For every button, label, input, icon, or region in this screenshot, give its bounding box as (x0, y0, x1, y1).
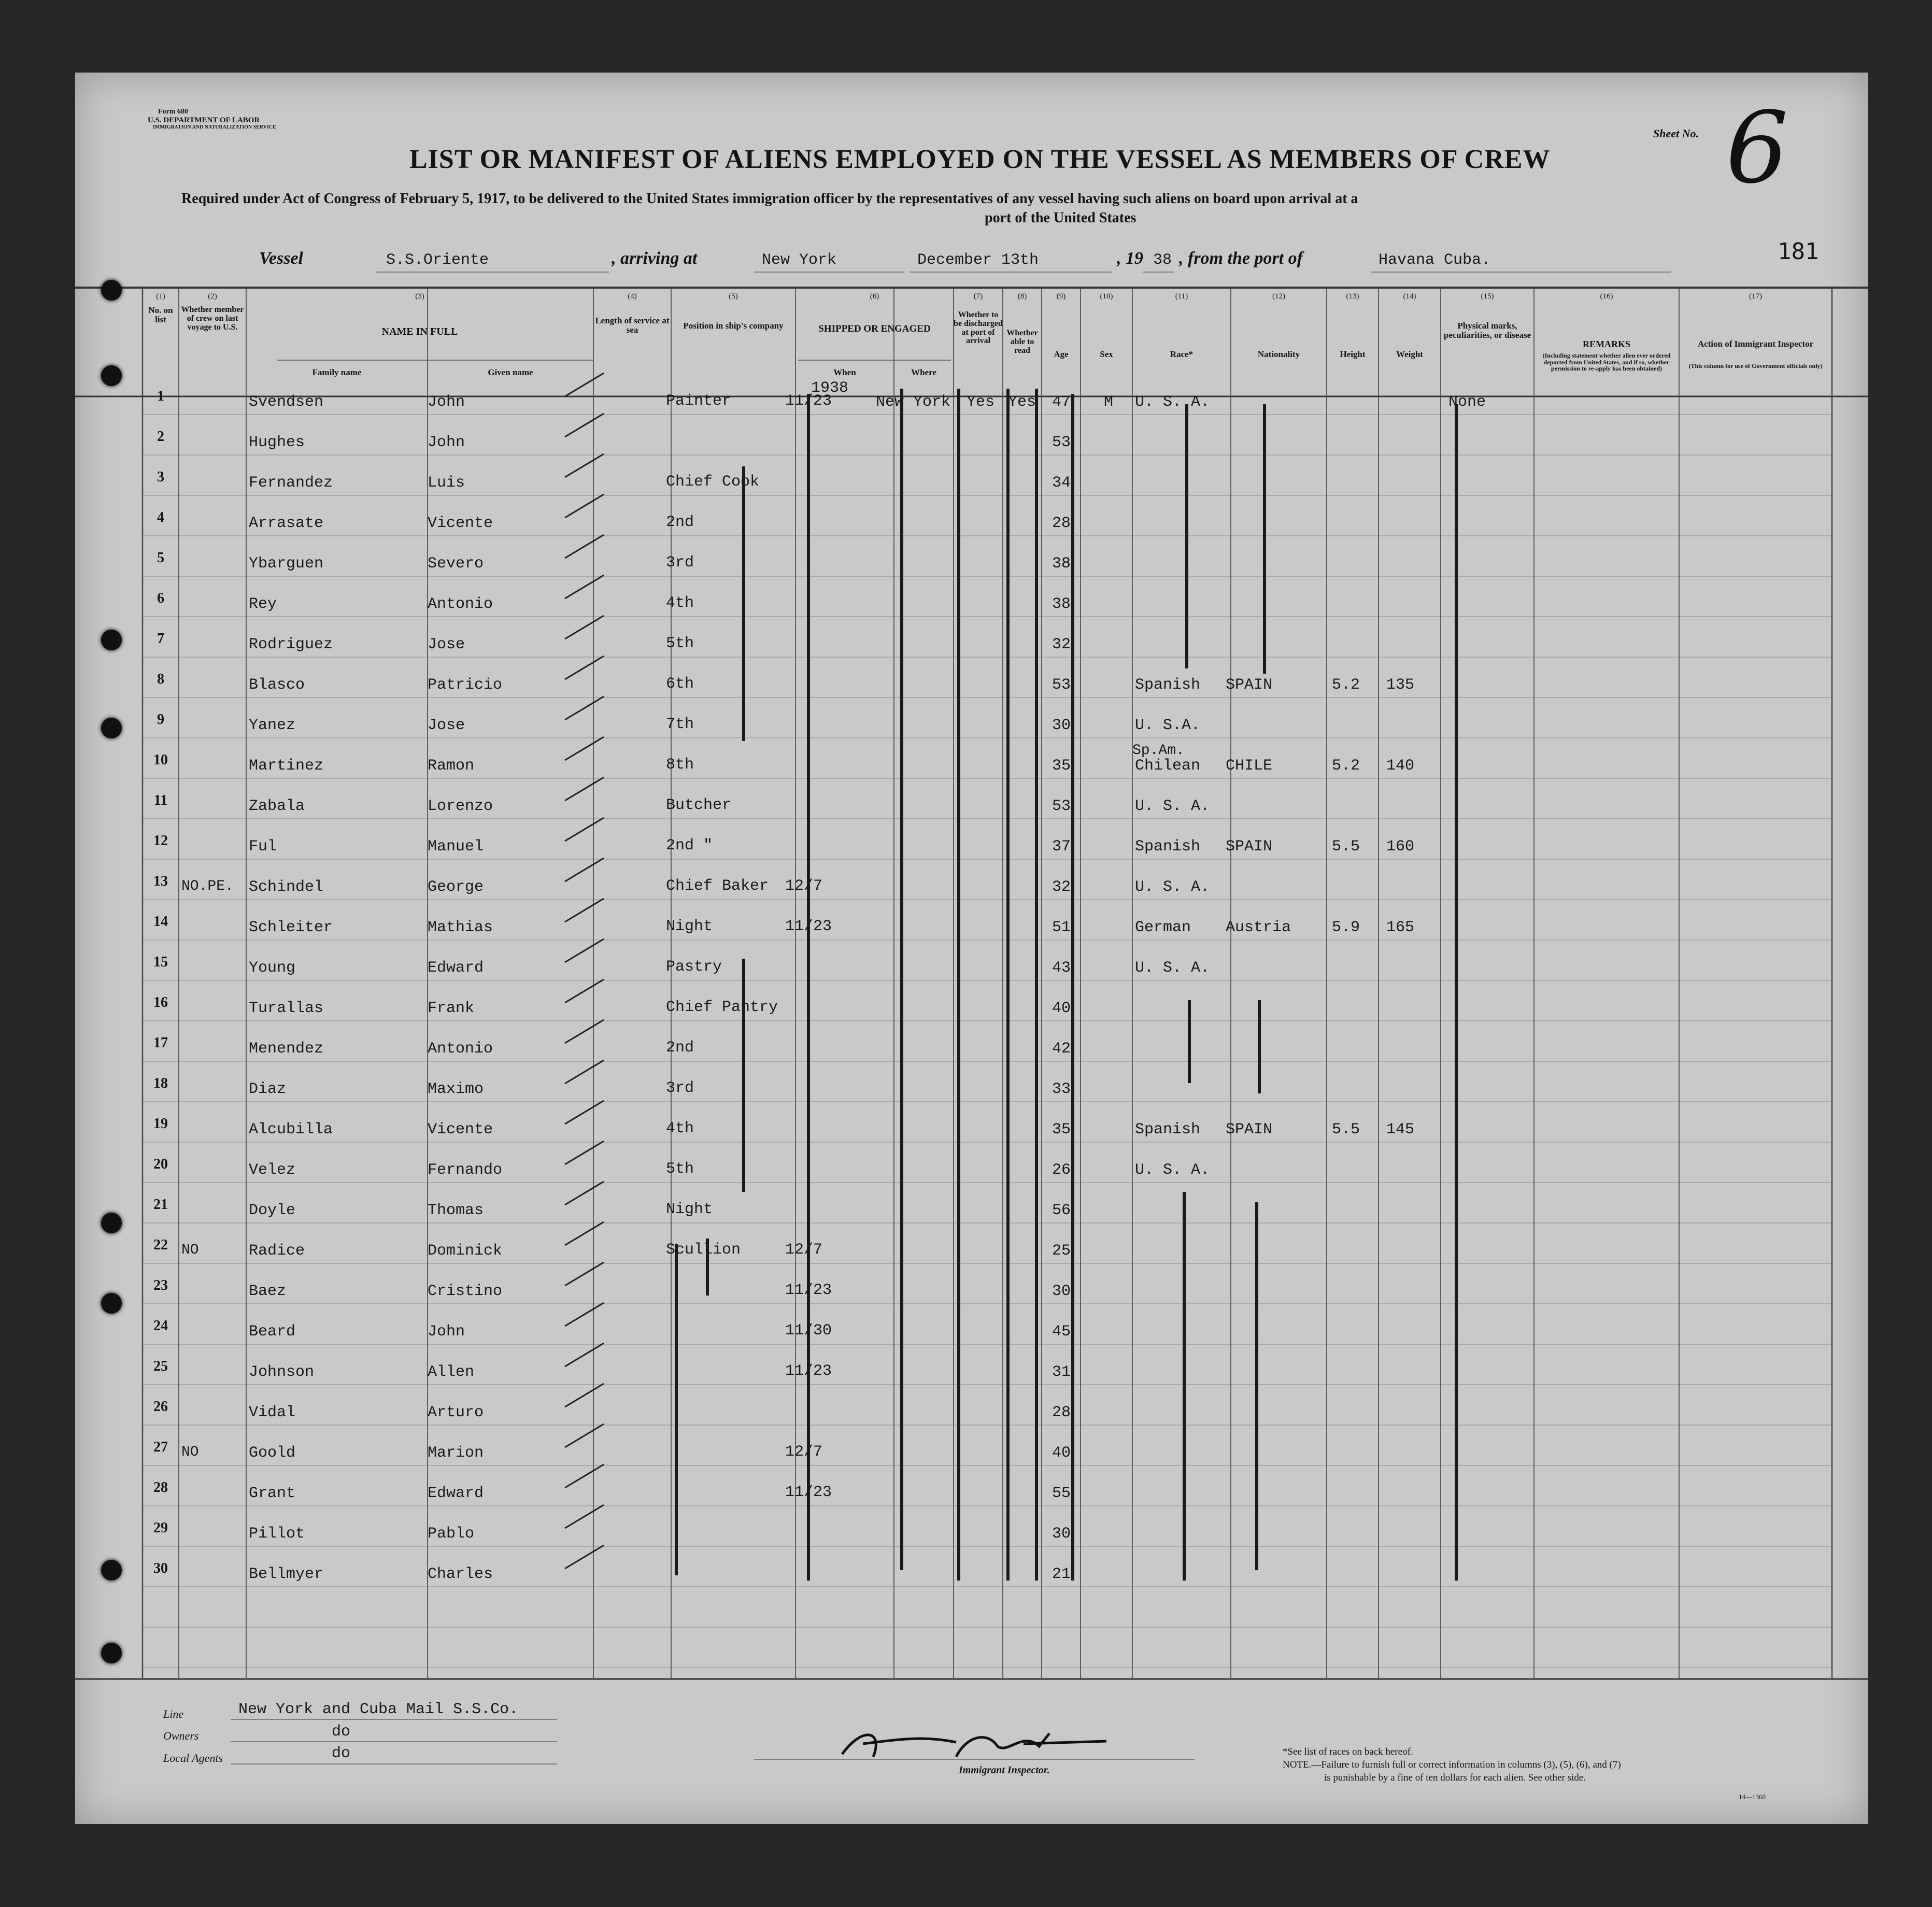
shipped-when-cell: 11/23 (785, 918, 832, 935)
age-cell: 33 (1052, 1080, 1071, 1098)
shipped-when-cell: 12/7 (785, 877, 823, 895)
shipped-when-cell: 12/7 (785, 1443, 823, 1461)
row-number: 6 (157, 590, 164, 606)
col1-number: (1) (156, 292, 165, 301)
col10-number: (10) (1100, 292, 1113, 301)
age-cell: 37 (1052, 838, 1071, 856)
age-cell: 56 (1052, 1202, 1071, 1219)
row-number: 9 (157, 711, 164, 728)
row-number: 18 (153, 1075, 168, 1091)
given-name-cell: Dominick (428, 1242, 503, 1260)
given-name-cell: Arturo (428, 1404, 484, 1421)
weight-cell: 135 (1386, 676, 1415, 694)
family-name-cell: Beard (249, 1323, 296, 1341)
arriving-port: New York (762, 251, 837, 269)
family-name-cell: Hughes (249, 434, 305, 451)
given-name-cell: George (428, 878, 484, 896)
given-name-cell: Luis (428, 474, 465, 492)
row-number: 26 (153, 1399, 168, 1415)
previous-voyage-cell: NO (181, 1242, 199, 1258)
row-number: 15 (153, 954, 168, 970)
col7-label: Whether to be discharged at port of arrival (954, 310, 1003, 346)
table-row (75, 382, 1868, 422)
col13-number: (13) (1346, 292, 1359, 301)
sheet-number: 6 (1726, 91, 1788, 205)
col3-family-label: Family name (312, 367, 362, 377)
age-cell: 53 (1052, 434, 1071, 451)
col4-label: Length of service at sea (595, 316, 670, 335)
family-name-cell: Schleiter (249, 919, 333, 936)
position-cell: Chief Baker (666, 877, 769, 895)
family-name-cell: Ful (249, 838, 277, 856)
height-cell: 5.5 (1332, 1121, 1360, 1138)
previous-voyage-cell: NO (181, 1444, 199, 1460)
binder-hole (101, 280, 122, 301)
given-name-cell: Manuel (428, 838, 484, 856)
age-cell: 40 (1052, 1000, 1071, 1017)
position-cell: 4th (666, 1120, 694, 1137)
family-name-cell: Goold (249, 1444, 296, 1462)
age-cell: 45 (1052, 1323, 1071, 1341)
line-label: Line (163, 1707, 184, 1720)
given-name-cell: Antonio (428, 1040, 493, 1058)
row-number: 10 (153, 752, 168, 768)
given-name-cell: John (428, 393, 465, 411)
height-cell: 5.9 (1332, 919, 1360, 936)
owners-value: do (332, 1723, 351, 1741)
row-number: 2 (157, 429, 164, 445)
age-cell: 55 (1052, 1485, 1071, 1502)
col12-label: Nationality (1257, 349, 1300, 359)
given-name-cell: Vicente (428, 1121, 493, 1138)
row-number: 5 (157, 550, 164, 566)
owners-label: Owners (163, 1729, 199, 1742)
shipped-when-cell: 11/23 (785, 392, 832, 410)
given-name-cell: Lorenzo (428, 798, 493, 815)
year-prefix: , 19 (1117, 249, 1143, 268)
col8-label: Whether able to read (1006, 329, 1038, 355)
subtitle-line2: port of the United States (985, 210, 1137, 226)
col2-number: (2) (208, 292, 217, 301)
nationality-cell: CHILE (1226, 757, 1273, 775)
form-code: 14—1360 (1739, 1793, 1766, 1801)
table-row (75, 786, 1868, 827)
col17-number: (17) (1749, 292, 1762, 301)
position-cell: 4th (666, 594, 694, 612)
vessel-name: S.S.Oriente (386, 251, 489, 269)
col14-number: (14) (1403, 292, 1416, 301)
family-name-cell: Baez (249, 1283, 287, 1300)
age-cell: 32 (1052, 636, 1071, 653)
col17-label: Action of Immigrant Inspector (1697, 339, 1814, 349)
shipped-when-cell: 11/23 (785, 1282, 832, 1299)
col11-label: Race* (1170, 349, 1194, 359)
binder-hole (101, 1213, 122, 1233)
shipped-when-cell: 11/30 (785, 1322, 832, 1340)
arrival-date: December 13th (917, 251, 1039, 269)
position-cell: 2nd " (666, 837, 713, 855)
row-number: 17 (153, 1035, 168, 1051)
height-cell: 5.2 (1332, 676, 1360, 694)
sheet-label: Sheet No. (1653, 127, 1699, 140)
table-row (75, 544, 1868, 584)
vessel-label: Vessel (259, 249, 303, 268)
form-number: Form 680 (158, 108, 188, 116)
row-number: 3 (157, 469, 164, 485)
family-name-cell: Yanez (249, 717, 296, 734)
weight-cell: 165 (1386, 919, 1415, 936)
col6-label: SHIPPED OR ENGAGED (818, 323, 931, 334)
physical-marks-cell: None (1448, 393, 1486, 411)
table-row (75, 1514, 1868, 1554)
table-row (75, 1312, 1868, 1352)
penalty-note-line1: NOTE.—Failure to furnish full or correct information in columns (3), (5), (6), and (7) (1283, 1759, 1621, 1770)
shipped-when-cell: 11/23 (785, 1484, 832, 1501)
family-name-cell: Bellmyer (249, 1566, 324, 1583)
binder-hole (101, 718, 122, 738)
nationality-cell: SPAIN (1226, 1121, 1273, 1138)
table-row (75, 1473, 1868, 1514)
col14-label: Weight (1396, 349, 1423, 359)
position-cell: 3rd (666, 1079, 694, 1097)
row-number: 1 (157, 388, 164, 404)
row-number: 30 (153, 1560, 168, 1576)
row-number: 20 (153, 1156, 168, 1172)
given-name-cell: Vicente (428, 515, 493, 532)
row-number: 8 (157, 671, 164, 687)
position-cell: 5th (666, 1160, 694, 1178)
row-number: 11 (153, 792, 168, 808)
table-row (75, 1190, 1868, 1231)
age-cell: 34 (1052, 474, 1071, 492)
age-cell: 28 (1052, 1404, 1071, 1421)
table-row (75, 827, 1868, 867)
height-cell: 5.5 (1332, 838, 1360, 856)
family-name-cell: Radice (249, 1242, 305, 1260)
age-cell: 32 (1052, 878, 1071, 896)
age-cell: 26 (1052, 1161, 1071, 1179)
family-name-cell: Zabala (249, 798, 305, 815)
col7-number: (7) (973, 292, 983, 301)
col4-number: (4) (628, 292, 637, 301)
row-number: 19 (153, 1116, 168, 1132)
col2-label: Whether member of crew on last voyage to U.S. (181, 305, 244, 332)
table-row (75, 1392, 1868, 1433)
position-cell: Night (666, 918, 713, 935)
race-cell: U. S.A. (1135, 717, 1201, 734)
position-cell: Chief Cook (666, 473, 760, 491)
position-cell: 3rd (666, 554, 694, 572)
col15-number: (15) (1481, 292, 1494, 301)
table-row (75, 1231, 1868, 1271)
col6-where-label: Where (911, 367, 936, 377)
col3-given-label: Given name (488, 367, 533, 377)
table-row (75, 1271, 1868, 1312)
age-cell: 51 (1052, 919, 1071, 936)
given-name-cell: Thomas (428, 1202, 484, 1219)
binder-hole (101, 630, 122, 650)
table-row (75, 907, 1868, 948)
col16-number: (16) (1600, 292, 1613, 301)
family-name-cell: Svendsen (249, 393, 324, 411)
inspector-label: Immigrant Inspector. (959, 1764, 1050, 1776)
age-cell: 31 (1052, 1363, 1071, 1381)
family-name-cell: Alcubilla (249, 1121, 333, 1138)
race-cell: Chilean (1135, 757, 1201, 775)
age-cell: 30 (1052, 1525, 1071, 1543)
age-cell: 30 (1052, 717, 1071, 734)
age-cell: 21 (1052, 1566, 1071, 1583)
manifest-sheet (75, 73, 1868, 1824)
given-name-cell: Patricio (428, 676, 503, 694)
nationality-cell: SPAIN (1226, 838, 1273, 856)
nationality-cell: SPAIN (1226, 676, 1273, 694)
nationality-cell: Austria (1226, 919, 1291, 936)
row-number: 29 (153, 1520, 168, 1536)
races-note: *See list of races on back hereof. (1283, 1746, 1413, 1757)
col3-number: (3) (415, 292, 424, 301)
age-cell: 28 (1052, 515, 1071, 532)
weight-cell: 145 (1386, 1121, 1415, 1138)
given-name-cell: Maximo (428, 1080, 484, 1098)
given-name-cell: Frank (428, 1000, 475, 1017)
age-cell: 47 (1052, 393, 1071, 411)
given-name-cell: Ramon (428, 757, 475, 775)
table-row (75, 1109, 1868, 1150)
col3-label: NAME IN FULL (381, 326, 458, 337)
sex-cell: M (1104, 393, 1114, 411)
row-number: 13 (153, 873, 168, 889)
given-name-cell: Antonio (428, 595, 493, 613)
position-cell: Butcher (666, 796, 732, 814)
given-name-cell: Cristino (428, 1283, 503, 1300)
table-row (75, 988, 1868, 1029)
row-number: 27 (153, 1439, 168, 1455)
race-cell: U. S. A. (1135, 798, 1210, 815)
given-name-cell: Fernando (428, 1161, 503, 1179)
age-cell: 43 (1052, 959, 1071, 977)
family-name-cell: Velez (249, 1161, 296, 1179)
table-row (75, 624, 1868, 665)
position-cell: 2nd (666, 514, 694, 531)
position-cell: Scullion (666, 1241, 741, 1259)
row-number: 24 (153, 1318, 168, 1334)
service-name: IMMIGRATION AND NATURALIZATION SERVICE (153, 124, 276, 130)
row-number: 22 (153, 1237, 168, 1253)
family-name-cell: Vidal (249, 1404, 296, 1421)
family-name-cell: Schindel (249, 878, 324, 896)
shipped-when-cell: 12/7 (785, 1241, 823, 1259)
col6-when-label: When (833, 367, 856, 377)
given-name-cell: Marion (428, 1444, 484, 1462)
penalty-note-line2: is punishable by a fine of ten dollars for each alien. See other side. (1324, 1772, 1586, 1783)
family-name-cell: Doyle (249, 1202, 296, 1219)
race-cell: German (1135, 919, 1191, 936)
age-cell: 38 (1052, 595, 1071, 613)
binder-hole (101, 365, 122, 386)
row-number: 4 (157, 509, 164, 525)
race-cell: Spanish (1135, 1121, 1201, 1138)
row-number: 12 (153, 833, 168, 849)
given-name-cell: Mathias (428, 919, 493, 936)
subtitle-line1: Required under Act of Congress of February 5, 1917, to be delivered to the United States immigration officer by the representatives of any vessel having such aliens on board upon arrival at a (181, 191, 1358, 207)
race-cell: Spanish (1135, 676, 1201, 694)
table-row (75, 1352, 1868, 1392)
given-name-cell: Severo (428, 555, 484, 573)
age-cell: 35 (1052, 1121, 1071, 1138)
age-cell: 35 (1052, 757, 1071, 775)
row-number: 7 (157, 631, 164, 647)
col16-label: REMARKS (1582, 339, 1630, 349)
col15-label: Physical marks, peculiarities, or disease (1443, 321, 1531, 340)
table-row (75, 743, 1868, 786)
position-cell: 8th (666, 756, 694, 774)
shipped-year: 1938 (811, 379, 849, 397)
table-row (75, 1554, 1868, 1595)
race-cell: U. S. A. (1135, 878, 1210, 896)
table-row (75, 503, 1868, 544)
binder-hole (101, 1560, 122, 1581)
table-row (75, 665, 1868, 705)
col5-label: Position in ship's company (683, 321, 784, 331)
table-row (75, 422, 1868, 463)
weight-cell: 160 (1386, 838, 1415, 856)
inspector-signature (842, 1733, 1106, 1757)
col11-number: (11) (1175, 292, 1188, 301)
row-number: 23 (153, 1277, 168, 1293)
position-cell: 6th (666, 675, 694, 693)
department-name: U.S. DEPARTMENT OF LABOR (148, 116, 260, 124)
row-number: 28 (153, 1479, 168, 1496)
given-name-cell: Pablo (428, 1525, 475, 1543)
agents-value: do (332, 1745, 351, 1762)
weight-cell: 140 (1386, 757, 1415, 775)
shipped-where-cell: New York (876, 393, 951, 411)
arriving-label: , arriving at (612, 249, 698, 268)
given-name-cell: Allen (428, 1363, 475, 1381)
family-name-cell: Arrasate (249, 515, 324, 532)
age-cell: 25 (1052, 1242, 1071, 1260)
col16-note: (Including statement whether alien ever ordered deported from United States, and if so, whether permission to re-apply has been obtained) (1542, 352, 1671, 373)
family-name-cell: Fernandez (249, 474, 333, 492)
age-cell: 30 (1052, 1283, 1071, 1300)
col9-number: (9) (1056, 292, 1066, 301)
age-cell: 53 (1052, 676, 1071, 694)
position-cell: 7th (666, 716, 694, 733)
race-cell: U. S. A. (1135, 959, 1210, 977)
col12-number: (12) (1272, 292, 1285, 301)
position-cell: 5th (666, 635, 694, 652)
page-title: LIST OR MANIFEST OF ALIENS EMPLOYED ON THE VESSEL AS MEMBERS OF CREW (409, 145, 1551, 174)
position-cell: Night (666, 1201, 713, 1218)
given-name-cell: John (428, 1323, 465, 1341)
given-name-cell: Jose (428, 717, 465, 734)
agents-label: Local Agents (163, 1752, 223, 1764)
previous-voyage-cell: NO.PE. (181, 878, 234, 894)
given-name-cell: Charles (428, 1566, 493, 1583)
col13-label: Height (1340, 349, 1366, 359)
given-name-cell: Edward (428, 1485, 484, 1502)
family-name-cell: Pillot (249, 1525, 305, 1543)
table-row (75, 1029, 1868, 1069)
family-name-cell: Rey (249, 595, 277, 613)
family-name-cell: Rodriguez (249, 636, 333, 653)
age-cell: 38 (1052, 555, 1071, 573)
col6-number: (6) (870, 292, 879, 301)
table-row (75, 1069, 1868, 1109)
discharged-cell: Yes (967, 393, 995, 411)
position-cell: Painter (666, 392, 732, 410)
family-name-cell: Martinez (249, 757, 324, 775)
race-cell: Spanish (1135, 838, 1201, 856)
table-row (75, 1150, 1868, 1190)
able-to-read-cell: Yes (1008, 393, 1036, 411)
table-row (75, 1433, 1868, 1473)
from-port: Havana Cuba. (1379, 251, 1491, 269)
family-name-cell: Young (249, 959, 296, 977)
binder-hole (101, 1293, 122, 1314)
family-name-cell: Ybarguen (249, 555, 324, 573)
race-note-cell: Sp.Am. (1132, 743, 1185, 759)
table-row (75, 948, 1868, 988)
col8-number: (8) (1017, 292, 1027, 301)
age-cell: 40 (1052, 1444, 1071, 1462)
family-name-cell: Menendez (249, 1040, 324, 1058)
year-suffix: 38 (1153, 251, 1172, 269)
height-cell: 5.2 (1332, 757, 1360, 775)
col1-label: No. on list (148, 305, 173, 324)
family-name-cell: Blasco (249, 676, 305, 694)
table-row (75, 867, 1868, 907)
shipped-when-cell: 11/23 (785, 1362, 832, 1380)
position-cell: Chief Pantry (666, 999, 778, 1016)
col5-number: (5) (729, 292, 738, 301)
age-cell: 42 (1052, 1040, 1071, 1058)
family-name-cell: Grant (249, 1485, 296, 1502)
race-cell: U. S. A. (1135, 393, 1210, 411)
race-cell: U. S. A. (1135, 1161, 1210, 1179)
table-row (75, 584, 1868, 624)
family-name-cell: Johnson (249, 1363, 315, 1381)
from-label: , from the port of (1179, 249, 1303, 268)
position-cell: Pastry (666, 958, 722, 976)
table-row (75, 463, 1868, 503)
position-cell: 2nd (666, 1039, 694, 1057)
row-number: 14 (153, 914, 168, 930)
family-name-cell: Turallas (249, 1000, 324, 1017)
col17-note: (This column for use of Government officials only) (1688, 362, 1823, 369)
row-number: 16 (153, 994, 168, 1011)
col9-label: Age (1054, 349, 1069, 359)
row-number: 25 (153, 1358, 168, 1374)
family-name-cell: Diaz (249, 1080, 287, 1098)
row-number: 21 (153, 1197, 168, 1213)
col10-label: Sex (1100, 349, 1113, 359)
given-name-cell: Jose (428, 636, 465, 653)
given-name-cell: Edward (428, 959, 484, 977)
given-name-cell: John (428, 434, 465, 451)
binder-hole (101, 1643, 122, 1663)
age-cell: 53 (1052, 798, 1071, 815)
page-number: 181 (1778, 238, 1819, 265)
line-value: New York and Cuba Mail S.S.Co. (238, 1701, 519, 1718)
table-row (75, 705, 1868, 746)
